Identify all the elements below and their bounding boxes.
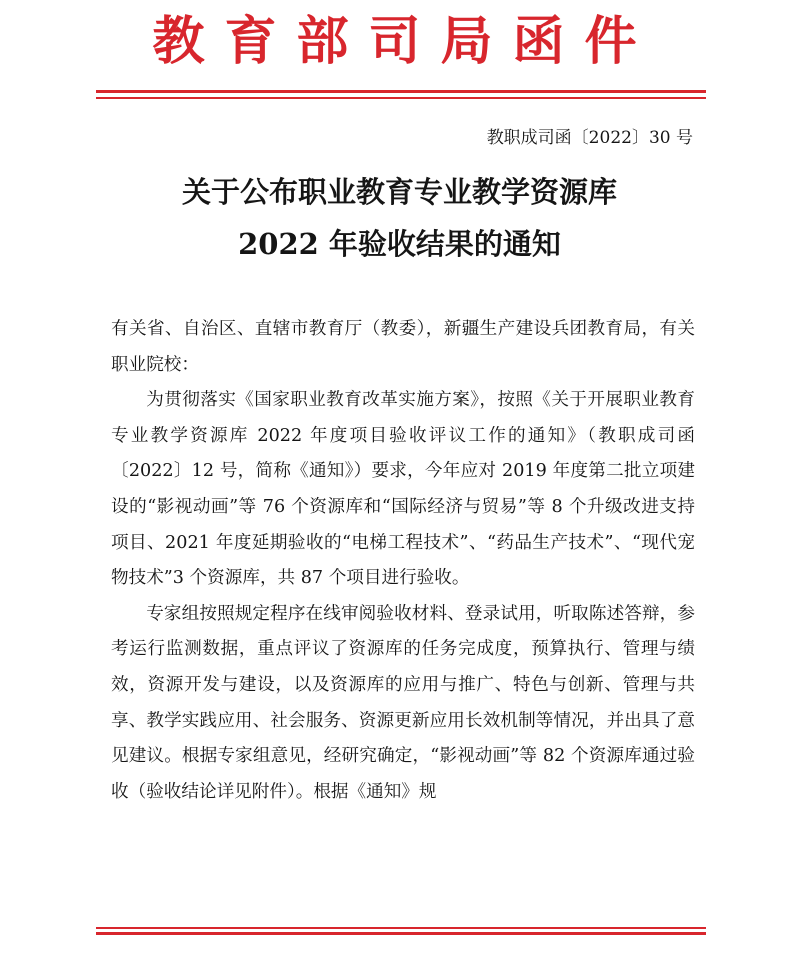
letterhead-rule-thin <box>96 97 706 99</box>
body-paragraph: 为贯彻落实《国家职业教育改革实施方案》，按照《关于开展职业教育专业教学资源库 2022 年度项目验收评议工作的通知》（教职成司函〔2022〕12 号，简称《通知》）要求，今年应对 2019 年度第二批立项建设的“影视动画”等 76 个资源库和“国际经济与贸易”等 8 个升级改进支持项目、2021 年度延期验收的“电梯工程技术”、“药品生产技术”、“现代宠物技术”3 个资源库，共 87 个项目进行验收。 <box>111 390 695 589</box>
document-title-line-2: 2022 年验收结果的通知 <box>238 227 561 261</box>
footer-rule-thin <box>96 927 706 929</box>
document-body <box>111 312 695 810</box>
letterhead-title: 教育部司局函件 <box>152 11 657 72</box>
footer-rule-thick <box>96 932 706 935</box>
salutation: 有关省、自治区、直辖市教育厅（教委），新疆生产建设兵团教育局，有关职业院校： <box>111 319 695 375</box>
letterhead-rule-thick <box>96 90 706 93</box>
document-title-line-1: 关于公布职业教育专业教学资源库 <box>181 175 617 209</box>
document-number: 教职成司函〔2022〕30 号 <box>486 128 693 148</box>
body-paragraph: 专家组按照规定程序在线审阅验收材料、登录试用，听取陈述答辩，参考运行监测数据，重点评议了资源库的任务完成度，预算执行、管理与绩效，资源开发与建设，以及资源库的应用与推广、特色与创新、管理与共享、教学实践应用、社会服务、资源更新应用长效机制等情况，并出具了意见建议。根据专家组意见，经研究确定，“影视动画”等 82 个资源库通过验收（验收结论详见附件）。根据《通知》规 <box>111 603 695 802</box>
